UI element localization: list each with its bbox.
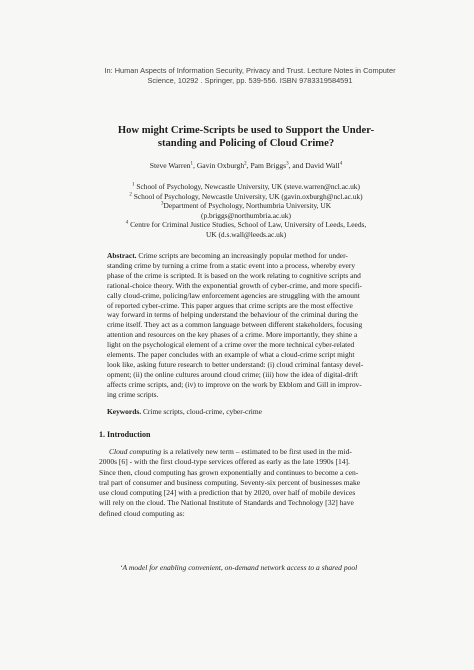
keywords-text: Crime scripts, cloud-crime, cyber-crime: [141, 407, 262, 416]
abstract-line: standing crime by turning a crime from a static event into a process, whereby every: [107, 260, 356, 270]
author-name: David Wall: [305, 161, 340, 170]
intro-line: Since then, cloud computing has grown exponentially and continues to become a cen-: [99, 467, 359, 477]
intro-line: defined cloud computing as:: [99, 508, 185, 518]
intro-line: tral part of consumer and business computing. Seventy-six percent of businesses make: [99, 477, 361, 487]
paper-title: [86, 124, 406, 150]
author-name: Gavin Oxburgh: [196, 161, 245, 170]
affiliation-text: Centre for Criminal Justice Studies, School of Law, University of Leeds, Leeds,: [128, 220, 367, 230]
abstract-line: crime itself. They act as a common language between different stakeholders, focusing: [107, 320, 363, 330]
definition-quote: ‘A model for enabling convenient, on-demand network access to a shared pool: [120, 563, 358, 572]
abstract-line: elements. The paper concludes with an example of what a cloud-crime script might: [107, 350, 355, 360]
affiliation-mark: 3: [160, 201, 164, 207]
affiliation-line: [86, 211, 406, 221]
affiliation-text: Department of Psychology, Northumbria University, UK: [163, 201, 332, 211]
abstract-line: ing crime scripts.: [107, 389, 159, 399]
abstract-line: rational-choice theory. With the exponential growth of cyber-crime, and more specifi-: [107, 280, 363, 290]
affiliation-line: [86, 230, 406, 240]
author-list: [86, 161, 406, 170]
author-separator: ,: [193, 161, 197, 170]
intro-line: 2000s [6] - with the first cloud-type services offered as early as the late 1990s [14].: [99, 457, 350, 467]
abstract: [107, 251, 387, 400]
abstract-line: [107, 251, 387, 261]
keywords: [107, 407, 387, 416]
abstract-line: affects crime scripts, and; (iv) to improve on the work by Ekblom and Gill in improv-: [107, 379, 362, 389]
keywords-label: Keywords.: [107, 407, 142, 416]
abstract-line: phase of the crime is scripted. It is based on the work relating to cognitive scripts and: [107, 270, 361, 280]
publication-note: [60, 66, 440, 86]
affiliation-line: [86, 220, 406, 230]
affiliation-mark: 4: [125, 220, 129, 226]
affiliation-text: UK (d.s.wall@leeds.ac.uk): [205, 229, 287, 239]
affiliation-mark: 2: [129, 192, 132, 198]
affiliation-line: [86, 182, 406, 192]
abstract-line: attention and resources on the key phases of a crime. More importantly, they shine a: [107, 330, 358, 340]
affiliation-line: [86, 201, 406, 211]
paper-title-line: How might Crime-Scripts be used to Support the Under-: [117, 125, 375, 136]
abstract-line: of reported cyber-crime. This paper argues that crime scripts are the most effective: [107, 300, 353, 310]
publication-note-line: Science, 10292 . Springer, pp. 539-556. ISBN 9783319584591: [147, 76, 353, 85]
abstract-line: look like, asking future research to better understand: (i) cloud criminal fantasy devel-: [107, 359, 364, 369]
introduction-paragraph: [99, 447, 397, 519]
publication-note-line: In: Human Aspects of Information Security, Privacy and Trust. Lecture Notes in Computer: [104, 66, 396, 75]
author-affiliation-mark: 1: [190, 161, 194, 167]
intro-line: will rely on the cloud. The National Institute of Standards and Technology [32] have: [99, 498, 354, 508]
affiliation-text: School of Psychology, Newcastle University, UK (gavin.oxburgh@ncl.ac.uk): [131, 191, 363, 201]
author-affiliation-mark: 2: [244, 161, 247, 167]
author-affiliation-mark: 3: [286, 161, 289, 167]
intro-text: is a relatively new term – estimated to be first used in the mid-: [161, 447, 352, 456]
author-name: Pam Briggs: [250, 161, 287, 170]
affiliation-line: [86, 192, 406, 202]
author-affiliation-mark: 4: [339, 161, 343, 167]
abstract-text: Crime scripts are becoming an increasingly popular method for under-: [136, 251, 348, 260]
paper-title-line: standing and Policing of Cloud Crime?: [157, 138, 335, 149]
abstract-line: light on the psychological element of a crime over the more technical cyber-related: [107, 340, 355, 350]
author-separator: , and: [288, 161, 306, 170]
abstract-line: cally cloud-crime, policing/law enforcement agencies are struggling with the amount: [107, 290, 360, 300]
intro-line: use cloud computing [24] with a prediction that by 2020, over half of mobile devices: [99, 488, 356, 498]
abstract-line: way forward in terms of helping understand the behaviour of the criminal during the: [107, 310, 358, 320]
author-separator: ,: [246, 161, 251, 170]
abstract-line: opment; (ii) the online cultures around cloud crime; (iii) how the idea of digital-drift: [107, 369, 358, 379]
abstract-label: Abstract.: [107, 251, 137, 260]
section-heading: 1. Introduction: [99, 430, 151, 439]
affiliation-list: [86, 182, 406, 240]
affiliation-text: (p.briggs@northumbria.ac.uk): [201, 210, 291, 220]
author-name: Steve Warren: [149, 161, 191, 170]
affiliation-mark: 1: [132, 182, 135, 188]
intro-term: Cloud computing: [109, 447, 162, 456]
intro-line: [99, 447, 397, 457]
affiliation-text: School of Psychology, Newcastle University, UK (steve.warren@ncl.ac.uk): [134, 182, 360, 191]
